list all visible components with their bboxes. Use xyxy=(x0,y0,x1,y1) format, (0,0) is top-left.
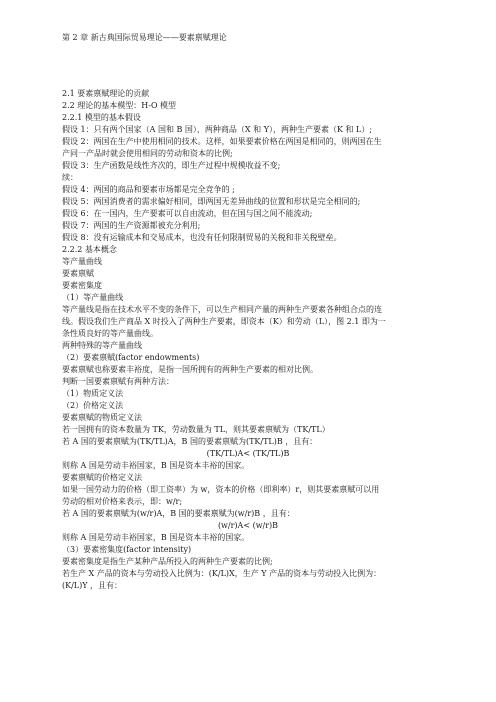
text-line: 要素禀赋 xyxy=(62,269,94,278)
text-line: 要素禀赋也称要素丰裕度，是指一国所拥有的两种生产要素的相对比例。 xyxy=(62,365,318,374)
chapter-title: 第 2 章 新古典国际贸易理论——要素禀赋理论 xyxy=(62,33,227,42)
section-heading: 2.1 要素禀赋理论的贡献 xyxy=(62,89,150,98)
text-line: (K/L)Y ，且有： xyxy=(62,581,123,590)
text-line: 假设 5：两国消费者的需求偏好相同，即两国无差异曲线的位置和形状是完全相同的; xyxy=(62,197,361,206)
text-line: 要素禀赋的价格定义法 xyxy=(62,473,142,482)
formula-line: (w/r)A< (w/r)B xyxy=(217,521,279,530)
text-line: 若生产 X 产品的资本与劳动投入比例为：(K/L)X，生产 Y 产品的资本与劳动投入比例为： xyxy=(62,569,382,578)
text-line: 假设 7：两国的生产资源都被充分利用; xyxy=(62,221,201,230)
text-line: 要素密集度 xyxy=(62,281,102,290)
text-line: 判断一国要素禀赋有两种方法： xyxy=(62,377,174,386)
text-line: 假设 3：生产函数是线性齐次的，即生产过程中规模收益不变; xyxy=(62,161,281,170)
text-line: 如果一国劳动力的价格（即工资率）为 w，资本的价格（即利率）r，则其要素禀赋可以用 xyxy=(62,485,380,494)
text-line: 要素禀赋的物质定义法 xyxy=(62,413,142,422)
text-line: 等产量线是指在技术水平不变的条件下，可以生产相同产量的两种生产要素各种组合点的连 xyxy=(62,305,382,314)
text-line: （2）价格定义法 xyxy=(62,401,124,410)
text-line: 产同一产品时就会使用相同的劳动和资本的比例; xyxy=(62,149,233,158)
text-line: （2）要素禀赋(factor endowments) xyxy=(62,353,200,362)
text-line: 假设 6：在一国内，生产要素可以自由流动，但在国与国之间不能流动; xyxy=(62,209,313,218)
text-line: 劳动的相对价格来表示，即：w/r; xyxy=(62,497,183,506)
text-line: 若一国拥有的资本数量为 TK，劳动数量为 TL，则其要素禀赋为（TK/TL） xyxy=(62,425,330,434)
text-line: 假设 1：只有两个国家（A 国和 B 国），两种商品（X 和 Y），两种生产要素（K 和 L）; xyxy=(62,125,373,134)
text-line: （1）等产量曲线 xyxy=(62,293,124,302)
section-heading: 2.2 理论的基本模型：H-O 模型 xyxy=(62,101,177,110)
text-line: 续： xyxy=(62,173,78,182)
text-line: 两种特殊的等产量曲线 xyxy=(62,341,142,350)
text-line: 则称 A 国是劳动丰裕国家，B 国是资本丰裕的国家。 xyxy=(62,461,250,470)
text-line: 假设 2：两国在生产中使用相同的技术。这样，如果要素价格在两国是相同的，则两国在生 xyxy=(62,137,382,146)
text-line: （1）物质定义法 xyxy=(62,389,124,398)
text-line: 假设 4：两国的商品和要素市场都是完全竞争的 ; xyxy=(62,185,235,194)
text-line: 假设 8：没有运输成本和交易成本，也没有任何限制贸易的关税和非关税壁垒。 xyxy=(62,233,342,242)
text-line: 条性质良好的等产量曲线。 xyxy=(62,329,158,338)
text-line: 若 A 国的要素禀赋为(TK/TL)A，B 国的要素禀赋为(TK/TL)B ，且有： xyxy=(62,437,318,446)
text-line: （3）要素密集度(factor intensity) xyxy=(62,545,192,554)
subsection-heading: 2.2.1 模型的基本假设 xyxy=(62,113,141,122)
text-line: 要素密集度是指生产某种产品所投入的两种生产要素的比例; xyxy=(62,557,273,566)
subsection-heading: 2.2.2 基本概念 xyxy=(62,245,117,254)
formula-line: (TK/TL)A< (TK/TL)B xyxy=(206,449,290,458)
text-line: 线。假设我们生产商品 X 时投入了两种生产要素，即资本（K）和劳动（L），图 2.1 即为一 xyxy=(62,317,386,326)
text-line: 若 A 国的要素禀赋为(w/r)A，B 国的要素禀赋为(w/r)B ，且有： xyxy=(62,509,295,518)
text-line: 等产量曲线 xyxy=(62,257,102,266)
text-line: 则称 A 国是劳动丰裕国家，B 国是资本丰裕的国家。 xyxy=(62,533,250,542)
